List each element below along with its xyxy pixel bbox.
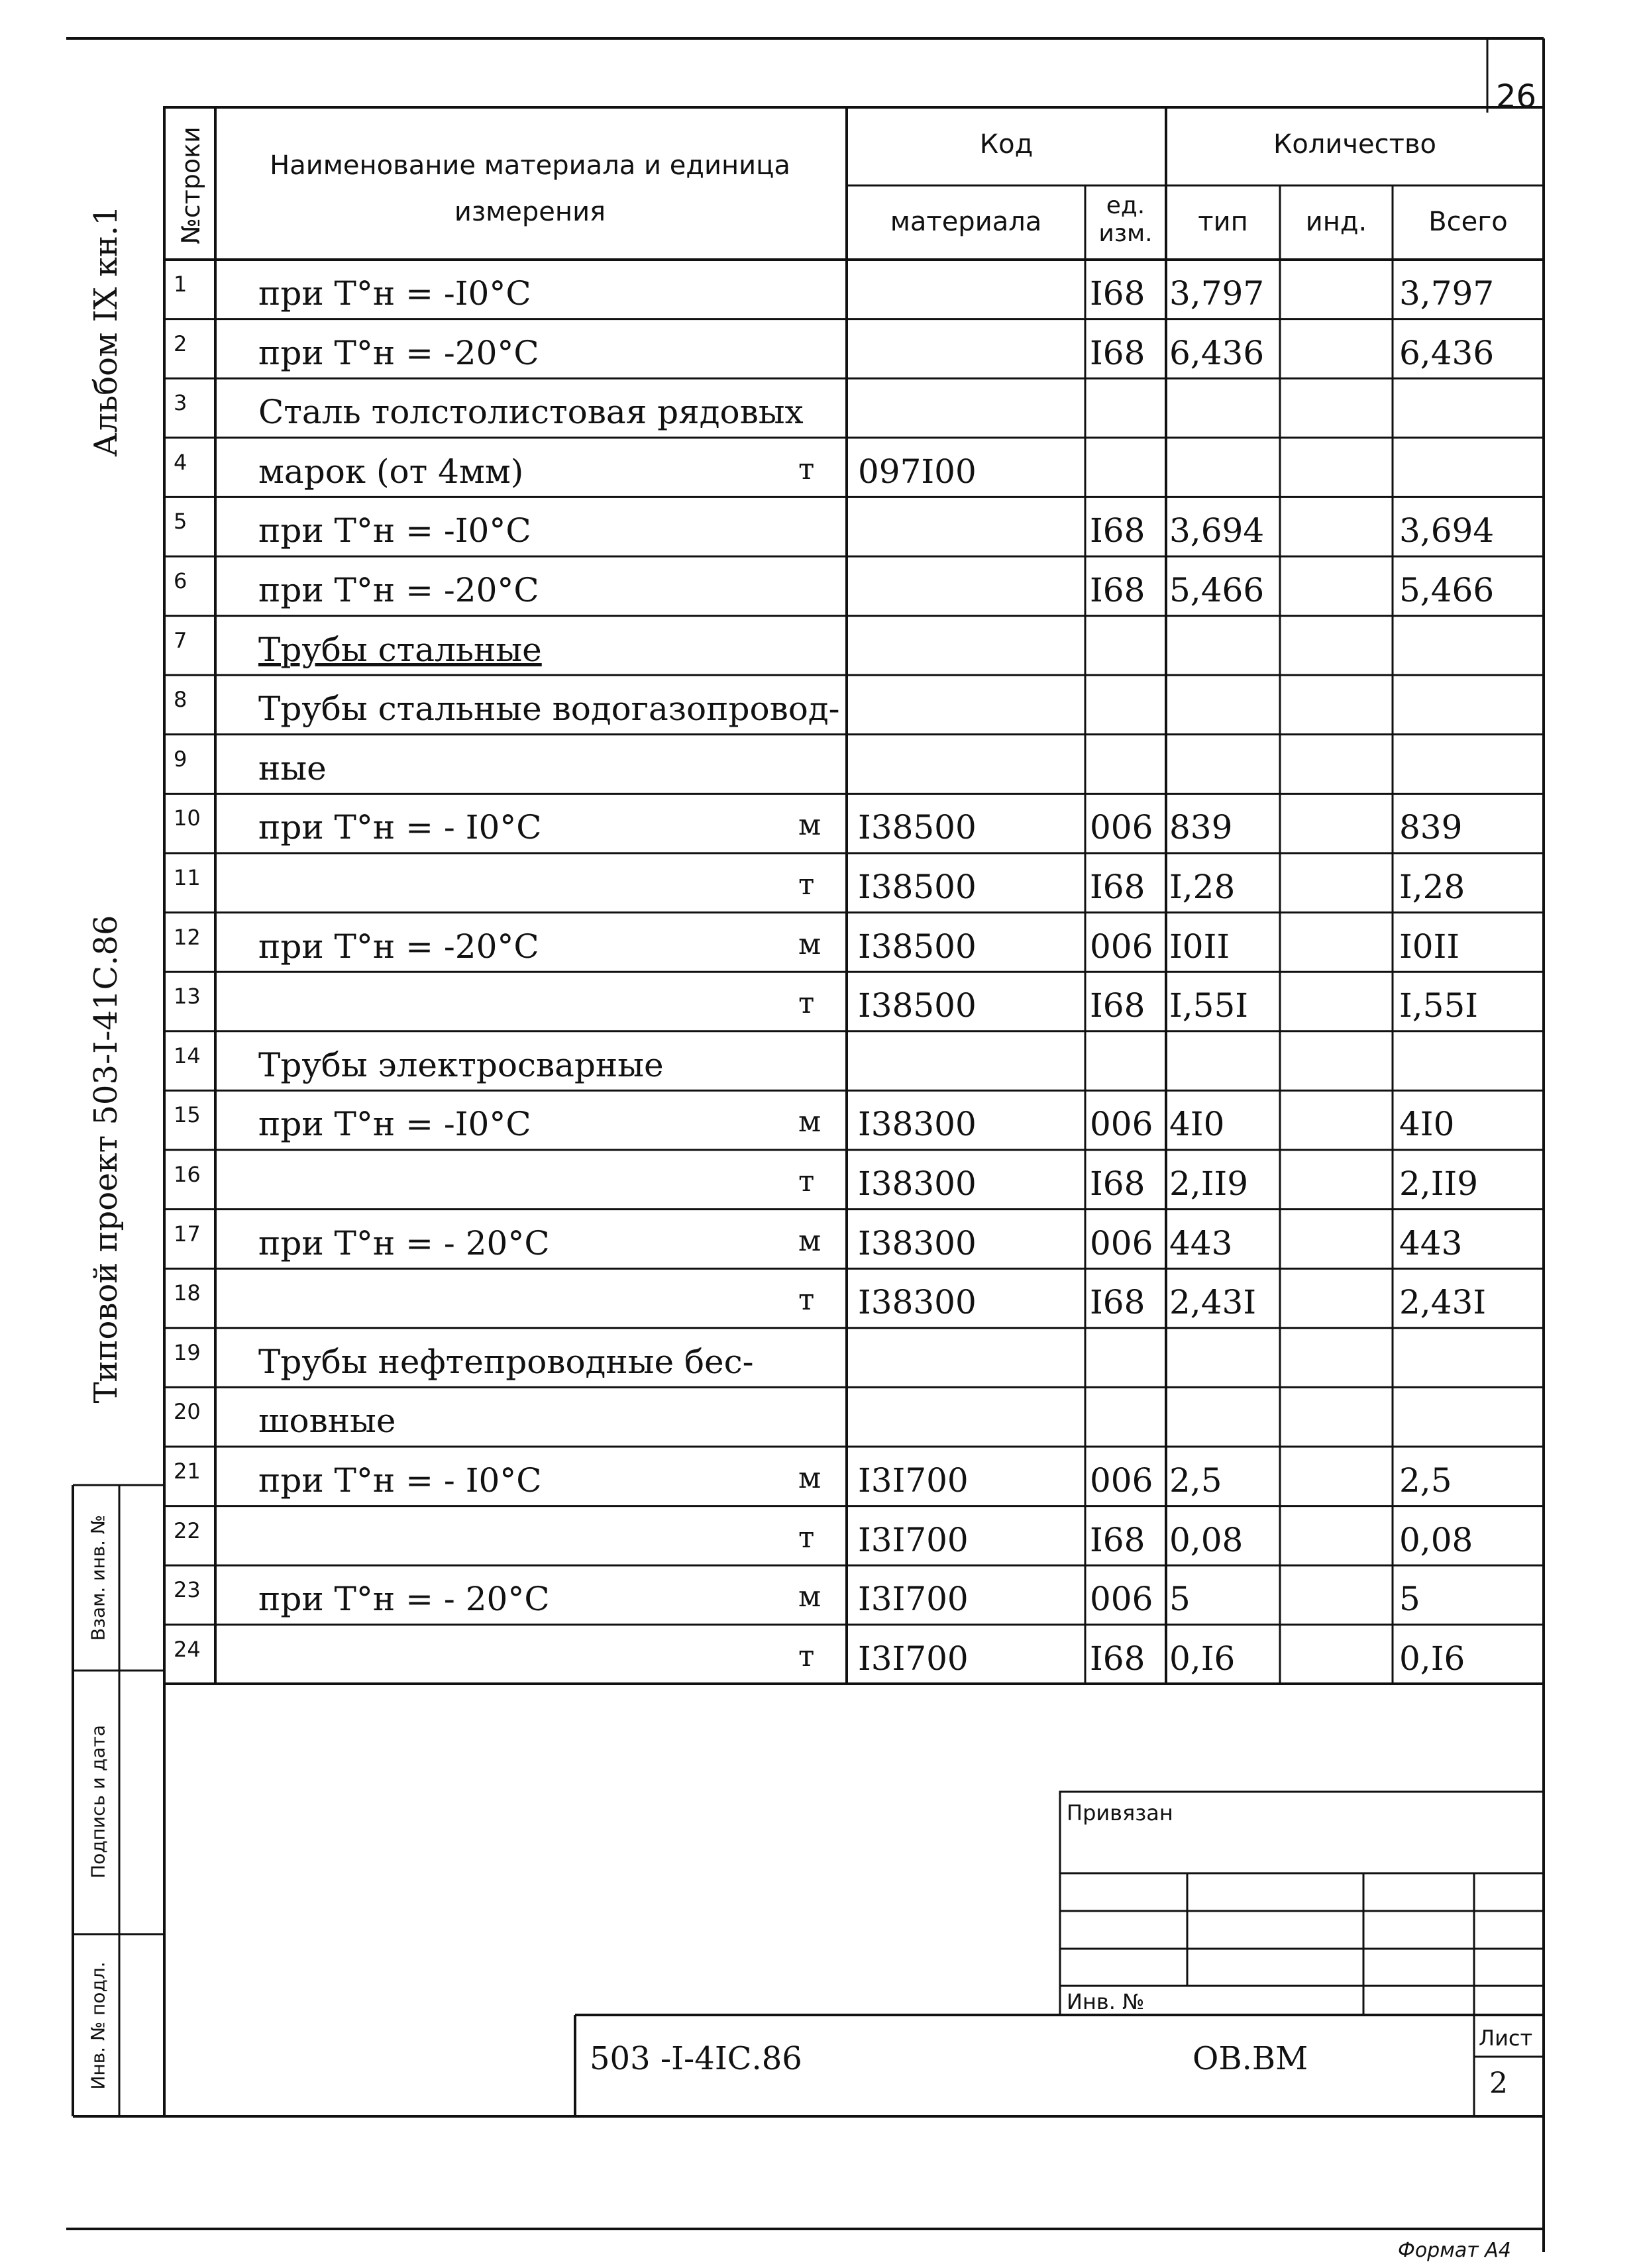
qty-group-header: Количество xyxy=(1273,129,1436,160)
row-number: 23 xyxy=(174,1577,201,1603)
row-name: шовные xyxy=(258,1402,396,1441)
row-unit-code: 006 xyxy=(1090,1223,1153,1263)
row-unit-code: I68 xyxy=(1090,1520,1145,1559)
row-material-code: I38300 xyxy=(858,1164,977,1203)
row-number: 3 xyxy=(174,390,187,416)
row-number: 16 xyxy=(174,1162,201,1187)
row-qty-type: 3,797 xyxy=(1169,274,1265,313)
row-number: 1 xyxy=(174,272,187,297)
row-qty-total: I,55I xyxy=(1399,986,1479,1025)
project-label: Типовой проект 503-I-41С.86 xyxy=(87,915,125,1404)
row-measure-unit: м xyxy=(798,1223,822,1258)
row-qty-total: 3,797 xyxy=(1399,274,1495,313)
row-name: Трубы стальные водогазопровод- xyxy=(258,690,840,729)
page-number: 26 xyxy=(1496,78,1537,115)
row-name: при Т°н = - I0°С xyxy=(258,808,542,847)
row-qty-type: 3,694 xyxy=(1169,511,1265,550)
row-unit-code: 006 xyxy=(1090,808,1153,847)
row-number: 11 xyxy=(174,865,201,890)
row-unit-code: I68 xyxy=(1090,274,1145,313)
row-material-code: I38300 xyxy=(858,1283,977,1322)
code-material-header: материала xyxy=(890,207,1042,237)
row-unit-code: 006 xyxy=(1090,1580,1153,1619)
row-number: 2 xyxy=(174,331,187,356)
row-material-code: I3I700 xyxy=(858,1639,969,1678)
sheet-label: Лист xyxy=(1479,2026,1533,2051)
row-material-code: I3I700 xyxy=(858,1461,969,1500)
format-label: Формат А4 xyxy=(1398,2239,1511,2262)
album-label: Альбом IX кн.1 xyxy=(87,205,125,457)
row-name: Сталь толстолистовая рядовых xyxy=(258,393,804,432)
code-group-header: Код xyxy=(979,129,1034,160)
row-qty-type: 6,436 xyxy=(1169,333,1265,372)
sheet-number: 2 xyxy=(1489,2067,1508,2100)
row-qty-type: 839 xyxy=(1169,808,1233,847)
podpis-data-label: Подпись и дата xyxy=(87,1725,109,1879)
row-qty-type: 5 xyxy=(1169,1580,1191,1619)
row-number: 12 xyxy=(174,924,201,950)
row-name: при Т°н = - 20°С xyxy=(258,1580,550,1619)
row-qty-type: 0,08 xyxy=(1169,1520,1244,1559)
row-material-code: I38500 xyxy=(858,986,977,1025)
name-header: Наименование материала и единица измерения xyxy=(270,150,790,227)
row-name: Трубы нефтепроводные бес- xyxy=(258,1342,754,1381)
row-qty-total: 3,694 xyxy=(1399,511,1495,550)
row-number: 7 xyxy=(174,627,187,653)
row-material-code: I38500 xyxy=(858,927,977,966)
row-qty-type: 2,5 xyxy=(1169,1461,1222,1500)
row-qty-total: 5,466 xyxy=(1399,571,1495,609)
row-qty-type: 5,466 xyxy=(1169,571,1265,609)
row-unit-code: I68 xyxy=(1090,1639,1145,1678)
row-qty-type: 0,I6 xyxy=(1169,1639,1236,1678)
qty-total-header: Всего xyxy=(1428,207,1508,237)
row-number: 10 xyxy=(174,805,201,831)
row-qty-total: 2,II9 xyxy=(1399,1164,1479,1203)
row-qty-total: 2,43I xyxy=(1399,1283,1487,1322)
code-unit-header: ед. изм. xyxy=(1098,192,1153,247)
row-number: 20 xyxy=(174,1399,201,1425)
qty-ind-header: инд. xyxy=(1305,207,1367,237)
row-number: 22 xyxy=(174,1518,201,1543)
qty-type-header: тип xyxy=(1198,207,1248,237)
row-material-code: 097I00 xyxy=(858,452,977,491)
row-unit-code: I68 xyxy=(1090,1164,1145,1203)
row-number: 5 xyxy=(174,509,187,535)
row-number: 18 xyxy=(174,1280,201,1306)
row-name: при Т°н = - I0°С xyxy=(258,1461,542,1500)
row-unit-code: I68 xyxy=(1090,333,1145,372)
row-name: при Т°н = -I0°С xyxy=(258,511,531,550)
row-qty-type: I,28 xyxy=(1169,868,1236,906)
row-name: марок (от 4мм) xyxy=(258,452,524,491)
row-number: 4 xyxy=(174,449,187,475)
row-measure-unit: м xyxy=(798,808,822,843)
row-qty-type: 4I0 xyxy=(1169,1105,1225,1144)
row-qty-total: 6,436 xyxy=(1399,333,1495,372)
row-number: 8 xyxy=(174,687,187,713)
row-material-code: I3I700 xyxy=(858,1580,969,1619)
row-measure-unit: т xyxy=(798,1164,815,1198)
row-qty-total: 2,5 xyxy=(1399,1461,1452,1500)
row-number: 15 xyxy=(174,1102,201,1128)
row-name: при Т°н = -I0°С xyxy=(258,1105,531,1144)
row-qty-total: 0,I6 xyxy=(1399,1639,1465,1678)
inv-no-label: Инв. № xyxy=(1067,1989,1145,2014)
row-name: ные xyxy=(258,748,327,788)
row-unit-code: I68 xyxy=(1090,511,1145,550)
inv-podl-label: Инв. № подл. xyxy=(87,1961,109,2090)
row-qty-total: 4I0 xyxy=(1399,1105,1455,1144)
row-name: при Т°н = - 20°С xyxy=(258,1223,550,1263)
doc-mark: ОВ.ВМ xyxy=(1192,2040,1308,2077)
row-name: при Т°н = -20°С xyxy=(258,571,539,609)
row-qty-type: I0II xyxy=(1169,927,1230,966)
row-measure-unit: м xyxy=(798,1461,822,1495)
row-qty-total: I,28 xyxy=(1399,868,1465,906)
row-unit-code: I68 xyxy=(1090,1283,1145,1322)
row-measure-unit: т xyxy=(798,1283,815,1317)
row-unit-code: 006 xyxy=(1090,1105,1153,1144)
row-unit-code: I68 xyxy=(1090,986,1145,1025)
row-unit-code: I68 xyxy=(1090,571,1145,609)
row-material-code: I3I700 xyxy=(858,1520,969,1559)
row-qty-type: 2,43I xyxy=(1169,1283,1257,1322)
row-measure-unit: т xyxy=(798,1520,815,1555)
row-number: 24 xyxy=(174,1636,201,1662)
row-qty-total: 839 xyxy=(1399,808,1463,847)
row-qty-type: I,55I xyxy=(1169,986,1249,1025)
row-material-code: I38500 xyxy=(858,868,977,906)
row-measure-unit: т xyxy=(798,452,815,486)
row-qty-total: 443 xyxy=(1399,1223,1463,1263)
row-name: Трубы стальные xyxy=(258,630,542,669)
row-measure-unit: т xyxy=(798,1639,815,1673)
row-number: 9 xyxy=(174,746,187,772)
row-unit-code: I68 xyxy=(1090,868,1145,906)
row-unit-code: 006 xyxy=(1090,1461,1153,1500)
row-qty-type: 443 xyxy=(1169,1223,1233,1263)
row-name: при Т°н = -20°С xyxy=(258,927,539,966)
row-number: 6 xyxy=(174,568,187,593)
row-number: 19 xyxy=(174,1339,201,1365)
row-qty-total: I0II xyxy=(1399,927,1460,966)
row-name: Трубы электросварные xyxy=(258,1045,664,1084)
row-measure-unit: т xyxy=(798,986,815,1021)
row-qty-type: 2,II9 xyxy=(1169,1164,1249,1203)
privyazan-label: Привязан xyxy=(1067,1800,1173,1826)
row-material-code: I38300 xyxy=(858,1105,977,1144)
row-name: при Т°н = -I0°С xyxy=(258,274,531,313)
row-qty-total: 5 xyxy=(1399,1580,1420,1619)
row-measure-unit: м xyxy=(798,1580,822,1614)
row-qty-total: 0,08 xyxy=(1399,1520,1473,1559)
row-measure-unit: м xyxy=(798,927,822,961)
row-material-code: I38500 xyxy=(858,808,977,847)
row-measure-unit: т xyxy=(798,868,815,902)
row-name: при Т°н = -20°С xyxy=(258,333,539,372)
row-number: 21 xyxy=(174,1459,201,1484)
row-material-code: I38300 xyxy=(858,1223,977,1263)
row-number: 17 xyxy=(174,1221,201,1247)
row-number: 13 xyxy=(174,984,201,1009)
vzam-inv-label: Взам. инв. № xyxy=(87,1514,109,1641)
doc-code: 503 -I-4IС.86 xyxy=(590,2040,802,2077)
row-unit-code: 006 xyxy=(1090,927,1153,966)
rownum-header: №строки xyxy=(176,127,205,244)
row-measure-unit: м xyxy=(798,1105,822,1139)
row-number: 14 xyxy=(174,1043,201,1068)
